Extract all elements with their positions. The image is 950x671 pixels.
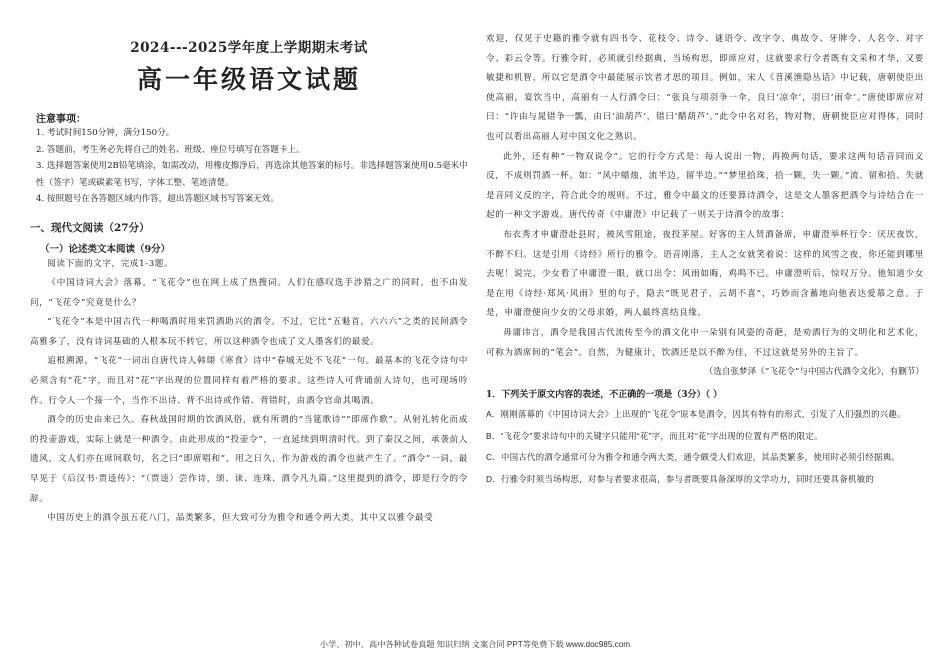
option-d: D．行雅令时须当场构思，对参与者要求很高，参与者既要具备深厚的文学功力，同时还要具备机敏的 <box>486 473 875 484</box>
passage-paragraph: 布衣秀才申庸澄赴县时，被风雪阻途，夜投茅屋。好客的主人贤酒备席，申庸澄举杯行令：厌厌夜饮，不醉不归。这是引用《诗经》所行的雅令。语音刚落，主人之女就笑着说：这样的风雪之夜，你还能到哪里去呢！说完，少女看了申庸澄一眼，就口出令：风雨如晦，鸡鸣不已。申庸澄听后，惊叹万分。他知道少女是在用《诗经·郑风·风雨》里的句子，隐去“既见君子，云胡不喜”，巧妙而含蓄地向他表达爱慕之意。于是，申庸澄便向少女的父母求婚，两人最终喜结良缘。 <box>486 229 924 319</box>
passage-paragraph: 阅读下面的文字，完成1-3题。 <box>47 258 174 269</box>
question-1-title: 1．下列关于原文内容的表述，不正确的一项是（3分）（ ） <box>486 390 723 401</box>
passage-paragraph: 欢迎，仅见于史籍的雅令就有四书令、花枝令、诗令、谜语令、改字令、典故令、牙牌令、人名令、对字令、彩云令等。行雅令时，必须就引经据典，当场构思，即席应对，这就要求行令者既有文采和才华，又要敏捷和机智，所以它是酒令中最能展示饮者才思的项目。例如，宋人《苕溪渔隐丛话》中记载，唐朝使臣出使高丽，宴饮当中，高丽有一人行酒令曰：“张良与项羽争一伞，良曰‘凉伞’，羽曰‘雨伞’。”唐使即席应对曰：“许由与晁错争一瓢，由曰‘油葫芦’，错曰‘醋葫芦’。”此令中名对名，物对物，唐朝使臣应对得体，同时也可以看出高丽人对中国文化之熟识。 <box>486 34 924 142</box>
passage-source: （选自张梦泽《“飞花令”与中国古代酒令文化》，有删节） <box>704 367 924 378</box>
passage-paragraph: 中国历史上的酒令虽五花八门，品类繁多，但大致可分为雅令和通令两大类，其中又以雅令最受 <box>47 513 434 524</box>
exam-title: 2024---2025学年度上学期期末考试 <box>130 40 368 56</box>
passage-paragraph: 酒令的历史由来已久。春秋战国时期的饮酒风俗，就有所谓的“当筵歌诗”“即席作歌”。从射礼转化而成的投壶游戏，实际上就是一种酒令。由此形成的“投壶令”，一直延续到明清时代。到了秦汉之间，承袭前人遗风，文人们亦在席间联句，名之曰“即席唱和”，用之日久，作为游戏的酒令也就产生了。“酒令”一词，最早见于《后汉书·贾逵传》：“（贾逵）尝作诗，颂、诔、连珠、酒令凡九篇。”这里提到的酒令，即是行令的令辞。 <box>30 415 468 504</box>
subsection-heading: （一）论述类文本阅读（9分） <box>40 243 171 255</box>
option-b: B．“飞花令”要求诗句中的关键字只能用“花”字，而且对“花”字出现的位置有严格的限定。 <box>486 430 823 441</box>
passage-paragraph: 《中国诗词大会》落幕，“飞花令”也在网上成了热搜词。人们在感叹选手涉猎之广的同时，也不由发问，“飞花令”究竟是什么？ <box>30 278 468 308</box>
option-c: C．中国古代的酒令通常可分为雅令和通令两大类，通令颇受人们欢迎，其品类繁多，使用时必须引经据典。 <box>486 452 901 463</box>
notice-item-3: 3. 选择题答案使用2B铅笔填涂，如需改动，用橡皮擦净后，再选涂其他答案的标号。非选择题答案使用0.5毫米中性（签字）笔或碳素笔书写，字体工整、笔迹清楚。 <box>36 161 468 188</box>
passage-paragraph: 毋庸讳言，酒令是我国古代流传至今的酒文化中一朵别有风姿的奇葩，是劝酒行为的文明化和艺术化，可称为酒席间的“笔会”。自然，为健康计，饮酒还是以不醉为佳，不过这就是另外的主旨了。 <box>486 327 924 358</box>
passage-paragraph: 此外，还有种“一物双说令”。它的行令方式是：每人说出一物，再换两句话，要求这两句话音同而义反，不成则罚酒一杯。如：“风中蜡烛，流半边，留半边。”“梦里拾珠，拾一颗，失一颗。”流、留和拾、失就是音同义反的字，符合此令的规则。不过，雅令中最文的还要算诗酒令，这是文人墨客把酒令与诗结合在一起的一种文字游戏。唐代传奇《中庸澄》中记载了一则关于诗酒令的故事： <box>486 151 924 221</box>
page-title: 高一年级语文试题 <box>136 65 361 94</box>
page-footer: 小学、初中、高中各种试卷真题 知识归纳 文案合同 PPT等免费下载 www.doc985.com <box>319 640 631 649</box>
section-heading: 一、现代文阅读（27分） <box>30 221 150 234</box>
option-a: A．刚刚落幕的《中国诗词大会》上出现的“飞花令”原本是酒令，因其有特有的形式，引发了人们强烈的兴趣。 <box>486 409 906 420</box>
passage-paragraph: “飞花令”本是中国古代一种喝酒时用来罚酒助兴的酒令。不过，它比“五魁首，六六六”之类的民间酒令高雅多了，没有诗词基础的人根本玩不转它，所以这种酒令也成了文人墨客们的最爱。 <box>30 317 468 347</box>
notice-item-4: 4. 按照题号在各答题区域内作答，超出答题区域书写答案无效。 <box>36 194 279 204</box>
notice-heading: 注意事项： <box>36 114 86 125</box>
notice-item-1: 1. 考试时间150分钟，满分150分。 <box>36 128 175 138</box>
right-column <box>486 30 924 490</box>
notice-item-2: 2. 答题前，考生务必先将自己的姓名、班级、座位号填写在答题卡上。 <box>36 144 305 155</box>
passage-paragraph: 追根溯源，“飞花”一词出自唐代诗人韩翃《寒食》诗中“春城无处不飞花”一句。最基本的飞花令诗句中必须含有“花”字，而且对“花”字出现的位置同样有着严格的要求。这些诗人可背诵前人诗句，也可现场吟作。行令人一个接一个，当作不出诗、背不出诗或作错、背错时，由酒令官命其喝酒。 <box>30 356 468 406</box>
left-column <box>30 30 468 529</box>
